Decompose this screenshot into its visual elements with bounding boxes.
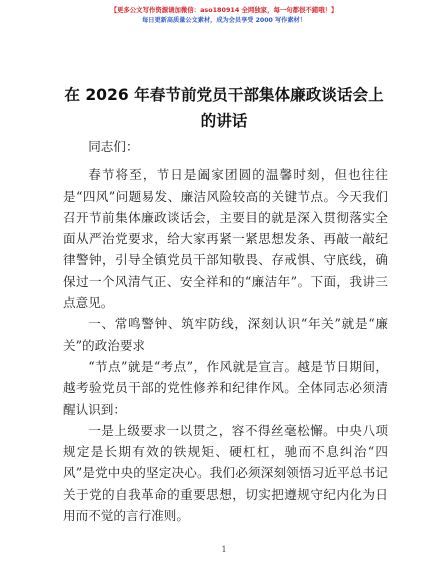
greeting: 同志们： bbox=[88, 139, 139, 154]
document-title: 在 2026 年春节前党员干部集体廉政谈话会上的讲话 bbox=[64, 86, 384, 130]
section-heading: 一、常鸣警钟、筑牢防线，深刻认识“年关”就是“廉关”的政治要求 bbox=[63, 316, 388, 353]
promo-banner bbox=[0, 6, 448, 25]
paragraph: 春节将至，节日是阖家团圆的温馨时刻，但也往往是“四风”问题易发、廉洁风险较高的关键节点。今天我们召开节前集体廉政谈话会，主要目的就是深入贯彻落实全面从严治党要求，给大家再紧一紧思想发条、再敲一敲纪律警钟，引导全镇党员干部知敬畏、存戒惧、守底线，确保过一个风清气正、安全祥和的“廉洁年”。下面，我讲三点意见。 bbox=[63, 167, 388, 311]
paragraph: 一是上级要求一以贯之，容不得丝毫松懈。中央八项规定是长期有效的铁规矩、硬杠杠，驰而不息纠治“四风”是党中央的坚定决心。我们必须深刻领悟习近平总书记关于党的自我革命的重要思想，切实把遵规守纪内化为日用而不觉的言行准则。 bbox=[63, 422, 388, 524]
paragraph: “节点”就是“考点”，作风就是宣言。越是节日期间，越考验党员干部的党性修养和纪律作风。全体同志必须清醒认识到： bbox=[63, 358, 388, 417]
promo-banner-line1: 【更多公文写作资源请加微信：aso180914 全网独家，每一句都很不錯哦！】 bbox=[110, 6, 338, 14]
document-body bbox=[63, 136, 388, 526]
promo-banner-line2: 每日更新高质量公文素材，成为会员享受 2000 写作素材！ bbox=[142, 17, 306, 24]
page-number: 1 bbox=[221, 545, 227, 554]
